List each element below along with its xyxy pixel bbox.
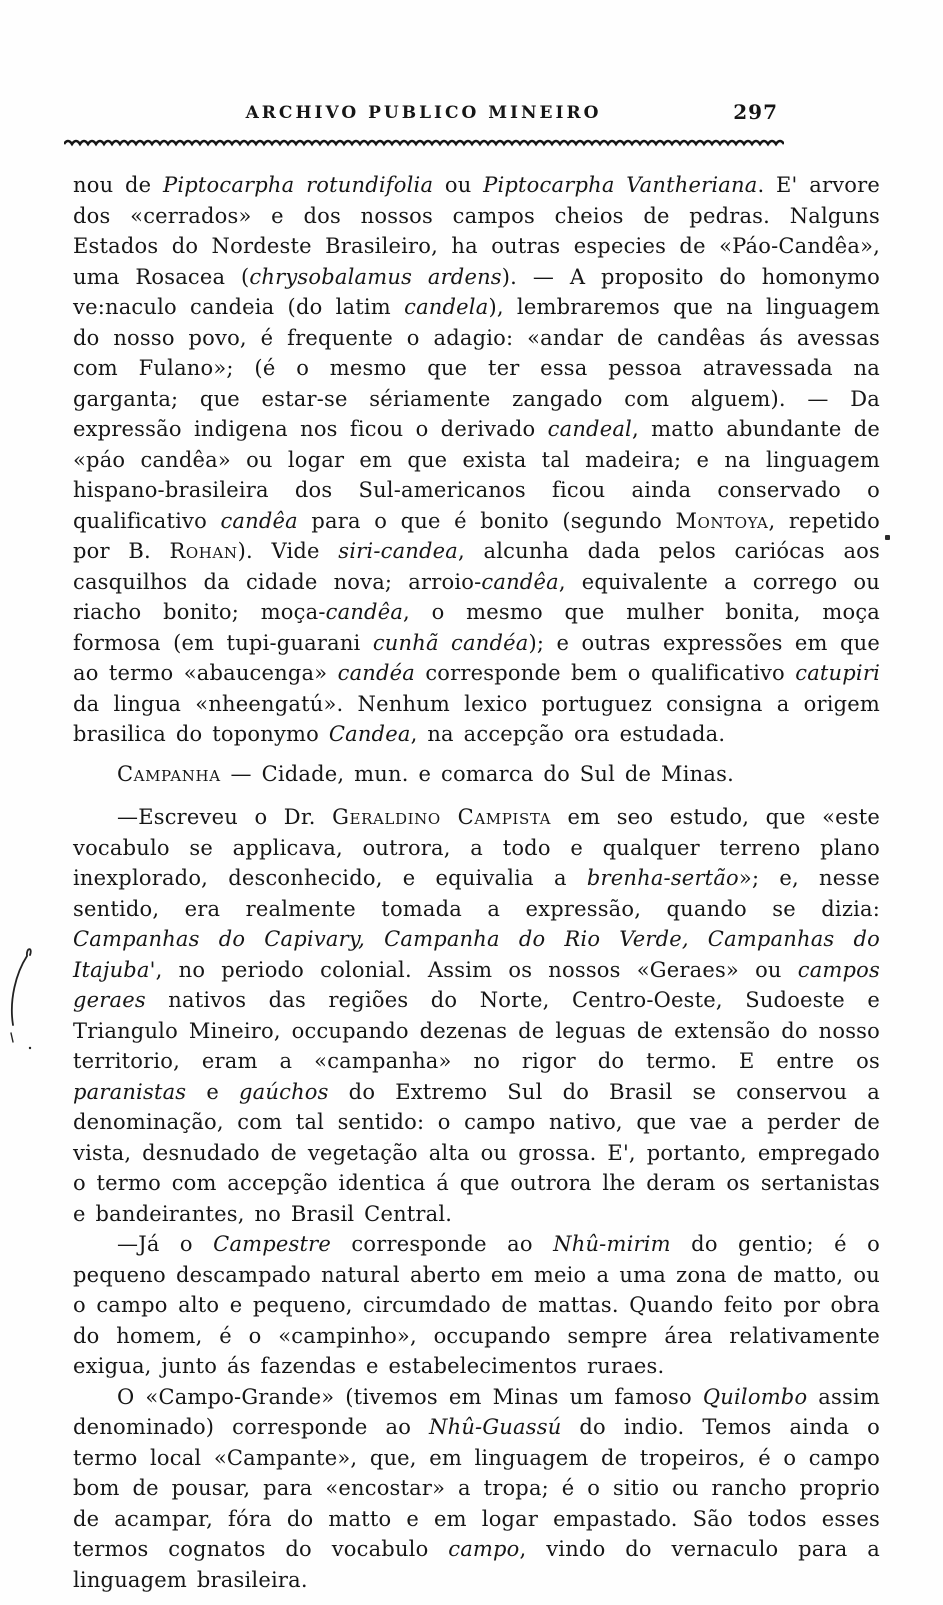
text-segment-smallcaps: Montoya [675,508,769,533]
text-segment: , vindo do vernaculo para a linguagem brasileira. [73,1537,881,1592]
text-segment-italic: candêa [481,569,559,594]
text-segment-italic: candéa [337,661,416,685]
text-segment: ). — A proposito do homonymo ve:naculo candeia (do latim [73,264,880,319]
text-segment-italic: Nhû-Guassú [429,1415,562,1439]
text-segment-italic: candêa [220,508,298,533]
text-segment: ). Vide [237,539,339,563]
margin-pen-mark [0,945,44,1075]
entry-heading-paragraph [73,759,880,790]
text-segment: —Já o [117,1232,214,1256]
text-segment: —Escreveu o Dr. [117,805,333,829]
text-segment: ou [433,173,484,197]
text-segment-smallcaps: Campanha [117,761,221,786]
paragraph [73,170,880,750]
text-segment-italic: catupiri [795,661,880,685]
text-segment: , alcunha dada pelos cariócas aos casquilhos da cidade nova; arroio- [73,539,881,594]
text-segment: , no periodo colonial. Assim os nossos «Geraes» ou [155,957,798,982]
text-segment: — Cidade, mun. e comarca do Sul de Minas. [220,761,734,786]
text-segment: assim denominado) corresponde ao [73,1384,880,1439]
text-segment: »; e, nesse sentido, era realmente tomada a expressão, quando se dizia: [73,866,880,921]
text-segment-italic: campo [448,1537,520,1561]
text-segment: , equivalente a corrego ou riacho bonito; moça- [73,569,880,624]
text-segment-italic: siri-candea [338,539,459,563]
page-body [73,170,880,1595]
text-segment-smallcaps: Geraldino Campista [332,805,552,829]
text-segment-italic: Nhû-mirim [553,1232,671,1256]
text-segment-italic: candela [404,295,489,319]
paragraph [73,1229,880,1382]
text-segment: corresponde bem o qualificativo [415,661,796,685]
running-title: ARCHIVO PUBLICO MINEIRO [245,103,602,123]
text-segment: , na accepção ora estudada. [410,722,726,746]
text-segment: , o mesmo que mulher bonita, moça formosa (em tupi-guarani [73,600,880,655]
text-segment-italic: cunhã candéa [372,630,529,655]
text-segment: ), lembraremos que na linguagem do nosso povo, é frequente o adagio: «andar de candêas ás avessas com Fulano»; (é o mesmo que ter essa pessoa atravessada na garganta; que estar-se sériamente zangado com alguem). — Da expressão indigena nos ficou o derivado [73,295,881,441]
text-segment-italic: paranistas [73,1079,187,1104]
text-segment: do Extremo Sul do Brasil se conservou a denominação, com tal sentido: o campo nativo, que vae a perder de vista, desnudado de vegetação alta ou grossa. E', portanto, empregado o termo com accepção identica á que outrora lhe deram os sertanistas e bandeirantes, no Brasil Central. [73,1079,880,1226]
text-segment: nou de [73,173,163,197]
text-segment-italic: Campestre [213,1232,332,1256]
page-header [65,100,782,124]
text-segment: da lingua «nheengatú». Nenhum lexico portuguez consigna a origem brasilica do toponymo [73,691,880,746]
text-segment-italic: Piptocarpha Vantheriana [483,173,758,197]
text-segment: ); e outras expressões em que ao termo «abaucenga» [73,630,880,685]
text-segment: do gentio; é o pequeno descampado natural aberto em meio a uma zona de matto, ou o campo alto e pequeno, circumdado de mattas. Quando feito por obra do homem, é o «campinho», occupando sempre área relativamente exigua, junto ás fazendas e estabelecimentos ruraes. [73,1232,880,1378]
wavy-rule-divider [64,137,784,149]
text-segment-italic: candêa [325,600,404,624]
text-segment: , repetido por B. [73,508,881,563]
text-segment-italic: Campanhas do Capivary, Campanha do Rio Verde, Campanhas do Itajuba' [73,927,880,982]
text-segment: para o que é bonito (segundo [297,508,676,533]
text-segment: , matto abundante de «páo candêa» ou logar em que exista tal madeira; e na linguagem hispano-brasileira dos Sul-americanos ficou ainda conservado o qualificativo [73,417,880,533]
text-segment-smallcaps: Rohan [169,539,238,563]
ink-speck [885,535,890,540]
text-segment-italic: brenha-sertão [586,866,739,890]
text-segment: . E' arvore dos «cerrados» e dos nossos campos cheios de pedras. Nalguns Estados do Nordeste Brasileiro, ha outras especies de «Páo-Candêa», uma Rosacea ( [73,173,880,289]
text-segment-italic: Candea [328,722,411,746]
text-segment: nativos das regiões do Norte, Centro-Oeste, Sudoeste e Triangulo Mineiro, occupando dezenas de leguas de extensão do nosso territorio, eram a «campanha» no rigor do termo. E entre os [73,988,880,1073]
text-segment-italic: chrysobalamus ardens [249,264,502,289]
page-number: 297 [733,100,778,124]
text-segment: e [186,1079,240,1104]
paragraph [73,1382,880,1596]
text-segment-italic: candeal [547,417,632,441]
text-segment-italic: Quilombo [702,1384,808,1409]
text-segment: em seo estudo, que «este vocabulo se applicava, outrora, a todo e qualquer terreno plano inexplorado, desconhecido, e equivalia a [73,805,881,890]
text-segment: O «Campo-Grande» (tivemos em Minas um famoso [117,1384,703,1409]
text-segment: do indio. Temos ainda o termo local «Campante», que, em linguagem de tropeiros, é o campo bom de pousar, para «encostar» a tropa; é o sitio ou rancho proprio de acampar, fóra do matto e em logar empastado. São todos esses termos cognatos do vocabulo [73,1415,880,1561]
text-segment-italic: gaúchos [239,1079,329,1104]
text-segment-italic: campos geraes [73,957,880,1012]
text-segment-italic: Piptocarpha rotundifolia [162,173,434,197]
paragraph [73,802,880,1229]
text-segment: corresponde ao [331,1232,554,1256]
